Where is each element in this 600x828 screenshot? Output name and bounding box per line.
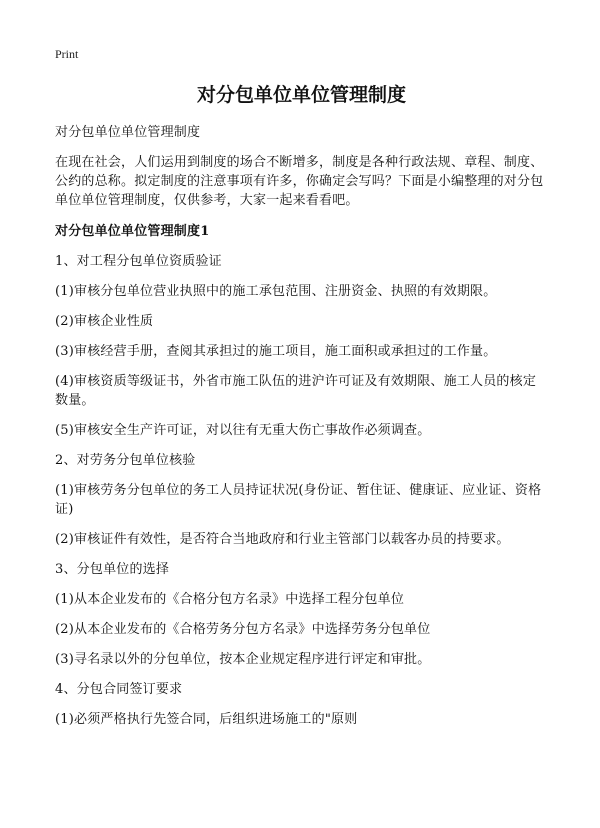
- intro-paragraph: 在现在社会，人们运用到制度的场合不断增多，制度是各种行政法规、章程、制度、公约的总称。拟定制度的注意事项有许多，你确定会写吗？下面是小编整理的对分包单位单位管理制度，仅供参考，大家一起来看看吧。: [55, 155, 544, 208]
- list-item: (4)审核资质等级证书，外省市施工队伍的进沪许可证及有效期限、施工人员的核定数量。: [55, 374, 537, 408]
- list-item: (3)寻名录以外的分包单位，按本企业规定程序进行评定和审批。: [55, 652, 431, 667]
- heading-contract-requirements: 4、分包合同签订要求: [55, 682, 183, 697]
- list-item: (3)审核经营手册，查阅其承担过的施工项目，施工面积或承担过的工作量。: [55, 344, 497, 359]
- print-link[interactable]: Print: [55, 47, 79, 61]
- list-item: (2)从本企业发布的《合格劳务分包方名录》中选择劳务分包单位: [55, 622, 431, 637]
- heading-verify-qualification: 1、对工程分包单位资质验证: [55, 254, 222, 269]
- list-item: (2)审核证件有效性，是否符合当地政府和行业主管部门以载客办员的持要求。: [55, 532, 510, 547]
- list-item: (5)审核安全生产许可证，对以往有无重大伤亡事故作必须调查。: [55, 423, 431, 438]
- list-item: (1)审核分包单位营业执照中的施工承包范围、注册资金、执照的有效期限。: [55, 284, 497, 299]
- heading-subcontractor-selection: 3、分包单位的选择: [55, 562, 170, 577]
- list-item: (2)审核企业性质: [55, 314, 154, 329]
- list-item: (1)审核劳务分包单位的务工人员持证状况(身份证、暂住证、健康证、应业证、资格证): [55, 483, 542, 517]
- page-title: 对分包单位单位管理制度: [196, 84, 406, 106]
- section-heading: 对分包单位单位管理制度1: [55, 224, 210, 239]
- list-item: (1)必须严格执行先签合同，后组织进场施工的"原则: [55, 712, 358, 727]
- list-item: (1)从本企业发布的《合格分包方名录》中选择工程分包单位: [55, 592, 405, 607]
- document-subtitle: 对分包单位单位管理制度: [55, 125, 201, 140]
- heading-labor-check: 2、对劳务分包单位核验: [55, 453, 196, 468]
